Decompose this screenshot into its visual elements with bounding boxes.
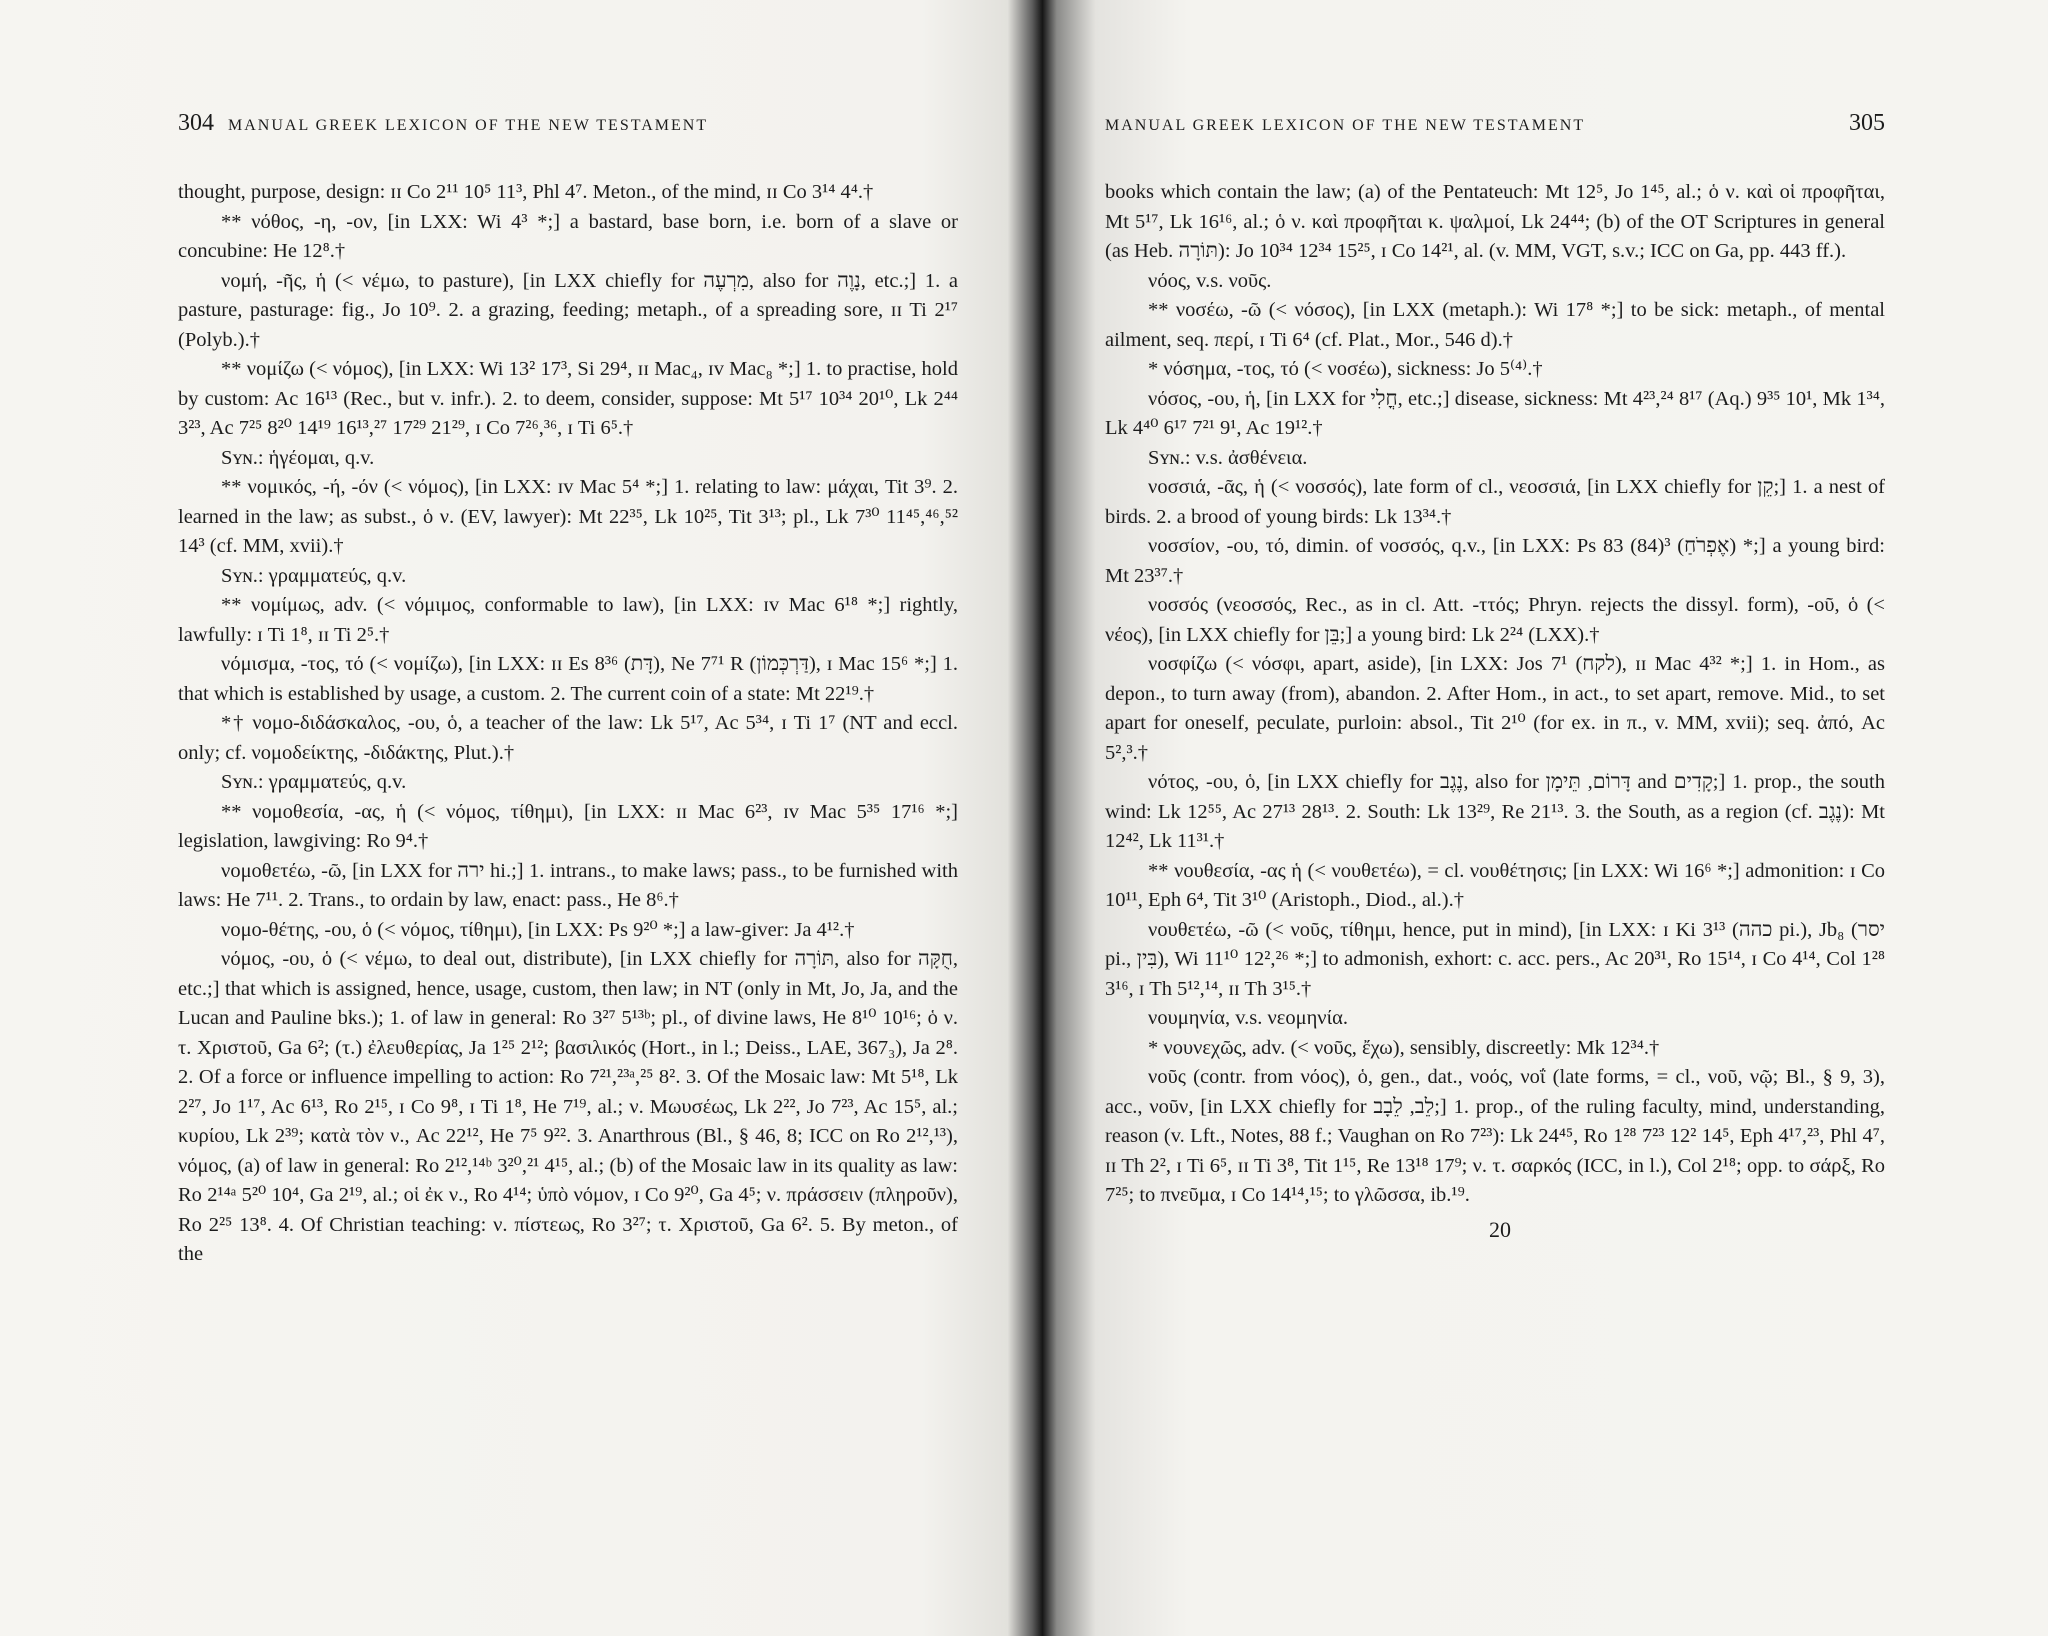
page-number: 305 — [1849, 110, 1885, 136]
lexicon-entry: ** νοσέω, -ῶ (< νόσος), [in LXX (metaph.): Wi 17⁸ *;] to be sick: metaph., of mental ailment, seq. περί, ɪ Ti 6⁴ (cf. Plat., Mor., 546 d).† — [1105, 299, 1885, 351]
lexicon-entry: ** νομοθεσία, -ας, ἡ (< νόμος, τίθημι), [in LXX: ɪɪ Mac 6²³, ɪᴠ Mac 5³⁵ 17¹⁶ *;] legislation, lawgiving: Ro 9⁴.† — [178, 800, 958, 852]
lexicon-entry: νοσσιά, -ᾶς, ἡ (< νοσσός), late form of cl., νεοσσιά, [in LXX chiefly for קֵן;] 1. a nest of birds. 2. a brood of young birds: Lk 13³⁴.† — [1105, 476, 1885, 528]
left-page — [178, 110, 958, 1550]
lexicon-entry: *† νομο-διδάσκαλος, -ου, ὁ, a teacher of the law: Lk 5¹⁷, Ac 5³⁴, ɪ Ti 1⁷ (NT and eccl. only; cf. νομοδείκτης, -διδάκτης, Plut.).† — [178, 712, 958, 764]
right-entries — [1105, 178, 1885, 1211]
synonym-note: Sʏɴ.: γραμματεύς, q.v. — [221, 771, 407, 793]
page-number: 304 — [178, 110, 214, 136]
lexicon-entry: νομο-θέτης, -ου, ὁ (< νόμος, τίθημι), [in LXX: Ps 9²⁰ *;] a law-giver: Ja 4¹².† — [221, 918, 855, 941]
synonym-note: Sʏɴ.: ἡγέομαι, q.v. — [221, 446, 375, 469]
lexicon-entry: ** νομίμως, adv. (< νόμιμος, conformable to law), [in LXX: ɪᴠ Mac 6¹⁸ *;] rightly, lawfully: ɪ Ti 1⁸, ɪɪ Ti 2⁵.† — [178, 594, 958, 646]
lexicon-entry: νοσφίζω (< νόσφι, apart, aside), [in LXX: Jos 7¹ (לקח), ɪɪ Mac 4³² *;] 1. in Hom., as depon., to turn away (from), abandon. 2. After Hom., in act., to set apart, remove. Mid., to set apart for oneself, peculate, purloin: absol., Tit 2¹⁰ (for ex. in π., v. MM, xvii); seq. ἀπό, Ac 5²,³.† — [1105, 653, 1885, 764]
lexicon-entry: ** νόθος, -η, -ον, [in LXX: Wi 4³ *;] a bastard, base born, i.e. born of a slave or concubine: He 12⁸.† — [178, 210, 958, 262]
lexicon-entry: ** νουθεσία, -ας ἡ (< νουθετέω), = cl. νουθέτησις; [in LXX: Wi 16⁶ *;] admonition: ɪ Co 10¹¹, Eph 6⁴, Tit 3¹⁰ (Aristoph., Diod., al.).† — [1105, 859, 1885, 911]
left-entries — [178, 178, 958, 1270]
running-head: MANUAL GREEK LEXICON OF THE NEW TESTAMENT — [228, 117, 709, 134]
right-page-header — [1105, 110, 1885, 154]
signature-folio: 20 — [1489, 1216, 1511, 1242]
right-page — [1105, 110, 1885, 1550]
lexicon-entry: νομοθετέω, -ῶ, [in LXX for ירה hi.;] 1. intrans., to make laws; pass., to be furnished with laws: He 7¹¹. 2. Trans., to ordain by law, enact: pass., He 8⁶.† — [178, 859, 958, 911]
lexicon-entry: thought, purpose, design: ɪɪ Co 2¹¹ 10⁵ 11³, Phl 4⁷. Meton., of the mind, ɪɪ Co 3¹⁴ 4⁴.† — [178, 181, 874, 203]
lexicon-entry: νοσσίον, -ου, τό, dimin. of νοσσός, q.v., [in LXX: Ps 83 (84)³ (אֶפְרֹחַ) *;] a young bird: Mt 23³⁷.† — [1105, 535, 1886, 587]
lexicon-entry: books which contain the law; (a) of the Pentateuch: Mt 12⁵, Jo 1⁴⁵, al.; ὁ ν. καὶ οἱ προφῆται, Mt 5¹⁷, Lk 16¹⁶, al.; ὁ ν. καὶ προφῆται κ. ψαλμοί, Lk 24⁴⁴; (b) of the OT Scriptures in general (as Heb. תּוֹרָה): Jo 10³⁴ 12³⁴ 15²⁵, ɪ Co 14²¹, al. (v. MM, VGT, s.v.; ICC on Ga, pp. 443 ff.). — [1105, 181, 1885, 262]
synonym-note: Sʏɴ.: v.s. ἀσθένεια. — [1148, 446, 1308, 469]
running-head: MANUAL GREEK LEXICON OF THE NEW TESTAMENT — [1105, 117, 1586, 134]
lexicon-entry: * νουνεχῶς, adv. (< νοῦς, ἔχω), sensibly, discreetly: Mk 12³⁴.† — [1148, 1036, 1660, 1059]
cross-reference: νόος, v.s. νοῦς. — [1148, 269, 1272, 292]
lexicon-entry: νομή, -ῆς, ἡ (< νέμω, to pasture), [in LXX chiefly for מִרְעֶה, also for נָוֶה, etc.;] 1. a pasture, pasturage: fig., Jo 10⁹. 2. a grazing, feeding; metaph., of a spreading sore, ɪɪ Ti 2¹⁷ (Polyb.).† — [178, 269, 958, 351]
cross-reference: νουμηνία, v.s. νεομηνία. — [1148, 1007, 1348, 1029]
lexicon-entry: ** νομικός, -ή, -όν (< νόμος), [in LXX: ɪᴠ Mac 5⁴ *;] 1. relating to law: μάχαι, Tit 3⁹. 2. learned in the law; as subst., ὁ ν. (EV, lawyer): Mt 22³⁵, Lk 10²⁵, Tit 3¹³; pl., Lk 7³⁰ 11⁴⁵,⁴⁶,⁵² 14³ (cf. MM, xvii).† — [178, 476, 958, 557]
lexicon-entry: νόμισμα, -τος, τό (< νομίζω), [in LXX: ɪɪ Es 8³⁶ (דָּת), Ne 7⁷¹ R (דַּרְכְּמוֹן), ɪ Mac 15⁶ *;] 1. that which is established by usage, a custom. 2. The current coin of a state: Mt 22¹⁹.† — [178, 653, 958, 705]
lexicon-entry: νόσος, -ου, ἡ, [in LXX for חֳלִי, etc.;] disease, sickness: Mt 4²³,²⁴ 8¹⁷ (Aq.) 9³⁵ 10¹, Mk 1³⁴, Lk 4⁴⁰ 6¹⁷ 7²¹ 9¹, Ac 19¹².† — [1105, 387, 1885, 439]
lexicon-entry: νουθετέω, -ῶ (< νοῦς, τίθημι, hence, put in mind), [in LXX: ɪ Ki 3¹³ (כהה pi.), Jb₈ (יסר pi., בִּין), Wi 11¹⁰ 12²,²⁶ *;] to admonish, exhort: c. acc. pers., Ac 20³¹, Ro 15¹⁴, ɪ Co 4¹⁴, Col 1²⁸ 3¹⁶, ɪ Th 5¹²,¹⁴, ɪɪ Th 3¹⁵.† — [1105, 918, 1885, 1000]
lexicon-entry: νοσσός (νεοσσός, Rec., as in cl. Att. -ττός; Phryn. rejects the dissyl. form), -οῦ, ὁ (< νέος), [in LXX chiefly for בֵּן;] a young bird: Lk 2²⁴ (LXX).† — [1105, 594, 1885, 646]
lexicon-entry: * νόσημα, -τος, τό (< νοσέω), sickness: Jo 5⁽⁴⁾.† — [1148, 358, 1543, 380]
lexicon-entry: νόμος, -ου, ὁ (< νέμω, to deal out, distribute), [in LXX chiefly for תּוֹרָה, also for חֻקָּה, etc.;] that which is assigned, hence, usage, custom, then law; in NT (only in Mt, Jo, Ja, and the Lucan and Pauline bks.); 1. of law in general: Ro 3²⁷ 5¹³ᵇ; pl., of divine laws, He 8¹⁰ 10¹⁶; ὁ ν. τ. Χριστοῦ, Ga 6²; (τ.) ἐλευθερίας, Ja 1²⁵ 2¹²; βασιλικός (Hort., in l.; Deiss., LAE, 367₃), Ja 2⁸. 2. Of a force or influence impelling to action: Ro 7²¹,²³ᵃ,²⁵ 8². 3. Of the Mosaic law: Mt 5¹⁸, Lk 2²⁷, Jo 1¹⁷, Ac 6¹³, Ro 2¹⁵, ɪ Co 9⁸, ɪ Ti 1⁸, He 7¹⁹, al.; ν. Μωυσέως, Lk 2²², Jo 7²³, Ac 15⁵, al.; κυρίου, Lk 2³⁹; κατὰ τὸν ν., Ac 22¹², He 7⁵ 9²². 3. Anarthrous (Bl., § 46, 8; ICC on Ro 2¹²,¹³), νόμος, (a) of law in general: Ro 2¹²,¹⁴ᵇ 3²⁰,²¹ 4¹⁵, al.; (b) of the Mosaic law in its quality as law: Ro 2¹⁴ᵃ 5²⁰ 10⁴, Ga 2¹⁹, al.; οἱ ἐκ ν., Ro 4¹⁴; ὑπὸ νόμον, ɪ Co 9²⁰, Ga 4⁵; ν. πράσσειν (πληροῦν), Ro 2²⁵ 13⁸. 4. Of Christian teaching: ν. πίστεως, Ro 3²⁷; τ. Χριστοῦ, Ga 6². 5. By meton., of the — [178, 948, 958, 1265]
lexicon-entry: ** νομίζω (< νόμος), [in LXX: Wi 13² 17³, Si 29⁴, ɪɪ Mac₄, ɪᴠ Mac₈ *;] 1. to practise, hold by custom: Ac 16¹³ (Rec., but v. infr.). 2. to deem, consider, suppose: Mt 5¹⁷ 10³⁴ 20¹⁰, Lk 2⁴⁴ 3²³, Ac 7²⁵ 8²⁰ 14¹⁹ 16¹³,²⁷ 17²⁹ 21²⁹, ɪ Co 7²⁶,³⁶, ɪ Ti 6⁵.† — [178, 358, 958, 439]
left-page-header — [178, 110, 958, 154]
lexicon-entry: νοῦς (contr. from νόος), ὁ, gen., dat., νοός, νοΐ (late forms, = cl., νοῦ, νῷ; Bl., § 9, 3), acc., νοῦν, [in LXX chiefly for לֵב, לֵבָב;] 1. prop., of the ruling faculty, mind, understanding, reason (v. Lft., Notes, 88 f.; Vaughan on Ro 7²³): Lk 24⁴⁵, Ro 1²⁸ 7²³ 12² 14⁵, Eph 4¹⁷,²³, Phl 4⁷, ɪɪ Th 2², ɪ Ti 6⁵, ɪɪ Ti 3⁸, Tit 1¹⁵, Re 13¹⁸ 17⁹; ν. τ. σαρκός (ICC, in l.), Col 2¹⁸; opp. to σάρξ, Ro 7²⁵; to πνεῦμα, ɪ Co 14¹⁴,¹⁵; to γλῶσσα, ib.¹⁹. — [1105, 1066, 1885, 1206]
lexicon-entry: νότος, -ου, ὁ, [in LXX chiefly for נֶגֶב, also for דָּרוֹם, תֵּימָן and קָדִים;] 1. prop., the south wind: Lk 12⁵⁵, Ac 27¹³ 28¹³. 2. South: Lk 13²⁹, Re 21¹³. 3. the South, as a region (cf. נֶגֶב): Mt 12⁴², Lk 11³¹.† — [1105, 771, 1885, 852]
synonym-note: Sʏɴ.: γραμματεύς, q.v. — [221, 564, 407, 587]
